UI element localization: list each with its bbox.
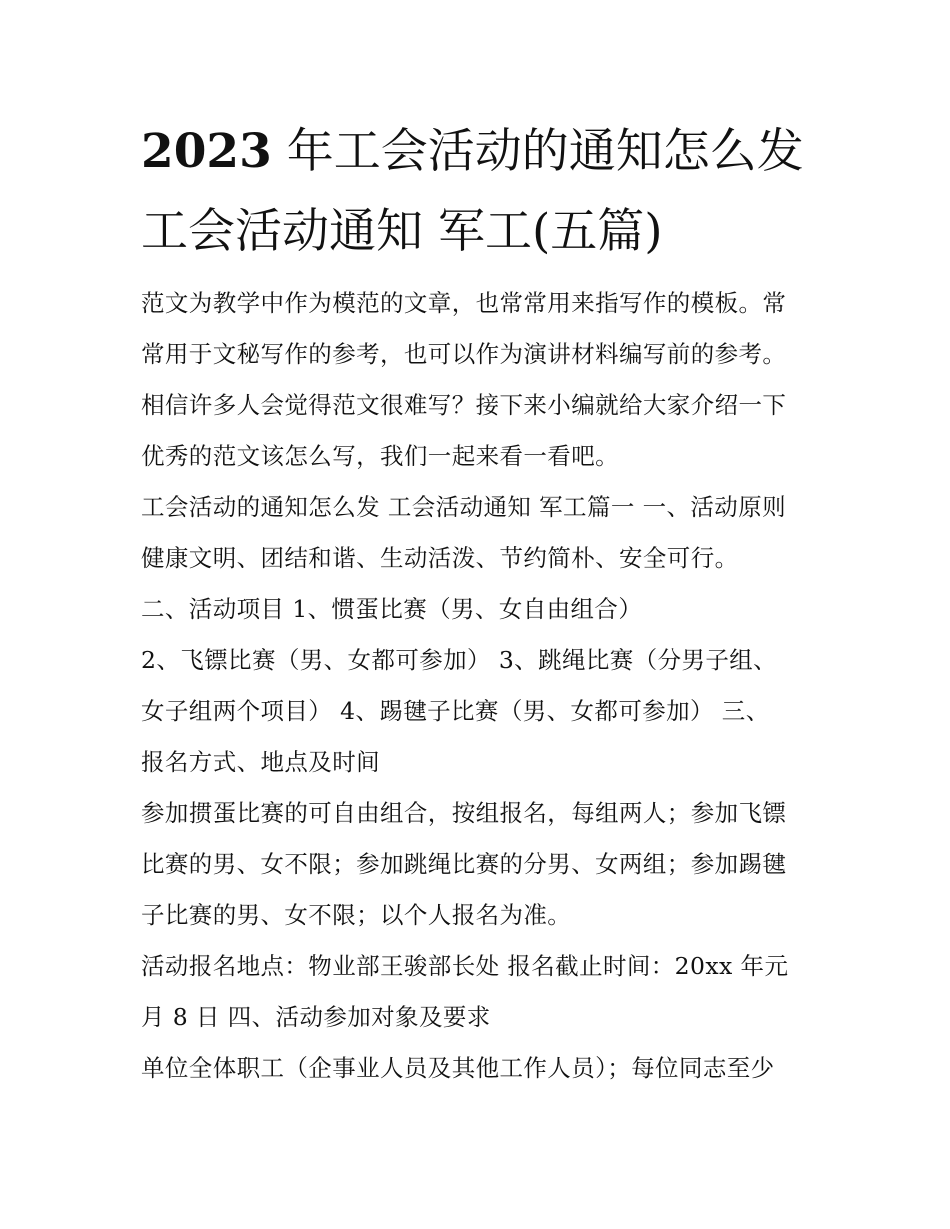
body-line-7: 二、活动项目 1、惯蛋比赛（男、女自由组合） <box>141 595 643 623</box>
body-line-6: 健康文明、团结和谐、生动活泼、节约简朴、安全可行。 <box>141 544 739 572</box>
title-year: 2023 <box>141 124 272 179</box>
body-line-3: 相信许多人会觉得范文很难写？接下来小编就给大家介绍一下 <box>141 391 787 419</box>
body-line-5: 工会活动的通知怎么发 工会活动通知 军工篇一 一、活动原则 <box>141 493 787 521</box>
body-line-1: 范文为教学中作为模范的文章，也常常用来指写作的模板。常 <box>141 289 787 317</box>
body-line-16: 单位全体职工（企事业人员及其他工作人员）；每位同志至少 <box>141 1054 775 1082</box>
body-line-14: 活动报名地点：物业部王骏部长处 报名截止时间：20xx 年元 <box>141 952 789 980</box>
body-line-2: 常用于文秘写作的参考，也可以作为演讲材料编写前的参考。 <box>141 340 787 368</box>
body-line-10: 报名方式、地点及时间 <box>141 748 380 776</box>
body-line-15: 月 8 日 四、活动参加对象及要求 <box>141 1003 491 1031</box>
title-line-1 <box>141 112 831 192</box>
title-line-1-text: 年工会活动的通知怎么发 <box>271 124 804 179</box>
body-line-11: 参加掼蛋比赛的可自由组合，按组报名，每组两人；参加飞镖 <box>141 799 787 827</box>
body-line-12: 比赛的男、女不限；参加跳绳比赛的分男、女两组；参加踢毽 <box>141 850 787 878</box>
body-line-4: 优秀的范文该怎么写，我们一起来看一看吧。 <box>141 442 619 470</box>
body-line-9: 女子组两个项目） 4、踢毽子比赛（男、女都可参加） 三、 <box>141 697 770 725</box>
document-body <box>141 278 831 1094</box>
document-title <box>141 112 831 272</box>
body-line-13: 子比赛的男、女不限；以个人报名为准。 <box>141 901 572 929</box>
body-line-8: 2、飞镖比赛（男、女都可参加） 3、跳绳比赛（分男子组、 <box>141 646 778 674</box>
title-line-2: 工会活动通知 军工(五篇) <box>141 204 663 259</box>
